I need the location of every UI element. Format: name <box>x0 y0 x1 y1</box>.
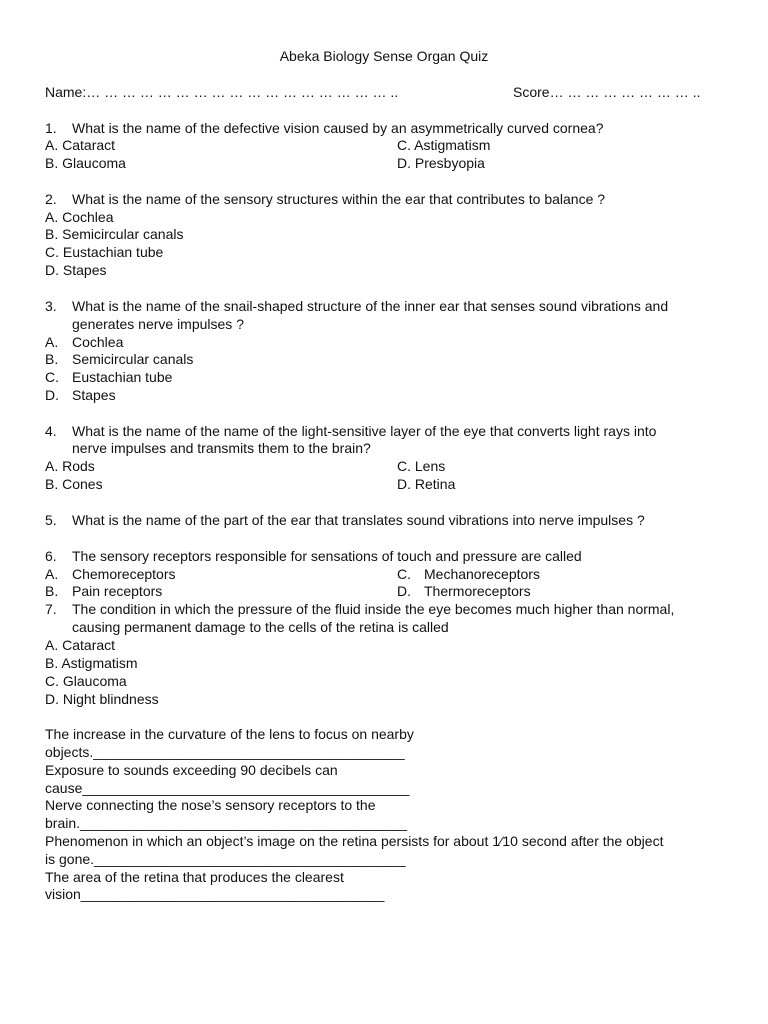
fill-in-line: The area of the retina that produces the clearest <box>45 869 344 885</box>
question-text: What is the name of the name of the light-sensitive layer of the eye that converts light rays into <box>72 423 657 439</box>
fill-in-line: is gone.________________________________________ <box>45 851 406 867</box>
question-text: What is the name of the sensory structures within the ear that contributes to balance ? <box>72 191 606 207</box>
option-letter: D. <box>397 583 411 599</box>
option-letter: B. <box>45 351 59 367</box>
fill-in-line: vision_______________________________________ <box>45 886 385 902</box>
question-text: What is the name of the part of the ear that translates sound vibrations into nerve impulses ? <box>72 512 645 528</box>
question-text: generates nerve impulses ? <box>72 316 244 332</box>
question-text: What is the name of the defective vision caused by an asymmetrically curved cornea? <box>72 120 604 136</box>
answer-option: Chemoreceptors <box>72 566 176 582</box>
answer-option: D. Stapes <box>45 262 107 278</box>
fill-in-line: objects.________________________________________ <box>45 744 405 760</box>
option-letter: A. <box>45 566 59 582</box>
option-letter: B. <box>45 583 59 599</box>
fill-in-line: Phenomenon in which an object’s image on the retina persists for about 1⁄10 second after the object <box>45 833 664 849</box>
answer-option: Pain receptors <box>72 583 163 599</box>
option-letter: C. <box>45 369 59 385</box>
question-number: 4. <box>45 423 57 439</box>
question-text: nerve impulses and transmits them to the brain? <box>72 440 371 456</box>
question-text: The sensory receptors responsible for sensations of touch and pressure are called <box>72 548 582 564</box>
question-text: causing permanent damage to the cells of the retina is called <box>72 619 449 635</box>
question-number: 1. <box>45 120 57 136</box>
fill-in-line: The increase in the curvature of the lens to focus on nearby <box>45 726 414 742</box>
answer-option: A. Cataract <box>45 637 116 653</box>
fill-in-line: Nerve connecting the nose’s sensory receptors to the <box>45 797 376 813</box>
answer-option: Cochlea <box>72 334 124 350</box>
name-field-line: Name:… … … … … … … … … … … … … … … … … .. <box>45 84 399 100</box>
question-text: What is the name of the snail-shaped structure of the inner ear that senses sound vibrations and <box>72 298 669 314</box>
option-letter: C. <box>397 566 411 582</box>
answer-option: Stapes <box>72 387 116 403</box>
answer-option: A. Cochlea <box>45 209 114 225</box>
answer-option: C. Lens <box>397 458 446 474</box>
answer-option: C. Eustachian tube <box>45 244 164 260</box>
question-number: 7. <box>45 601 57 617</box>
answer-option: Mechanoreceptors <box>424 566 540 582</box>
fill-in-line: brain.__________________________________________ <box>45 815 408 831</box>
answer-option: A. Rods <box>45 458 95 474</box>
question-number: 3. <box>45 298 57 314</box>
answer-option: C. Glaucoma <box>45 673 127 689</box>
answer-option: B. Semicircular canals <box>45 226 184 242</box>
question-number: 6. <box>45 548 57 564</box>
answer-option: D. Retina <box>397 476 456 492</box>
fill-in-line: cause__________________________________________ <box>45 780 410 796</box>
answer-option: Thermoreceptors <box>424 583 531 599</box>
question-number: 5. <box>45 512 57 528</box>
answer-option: C. Astigmatism <box>397 137 491 153</box>
answer-option: B. Glaucoma <box>45 155 126 171</box>
answer-option: D. Night blindness <box>45 691 159 707</box>
option-letter: A. <box>45 334 59 350</box>
answer-option: Eustachian tube <box>72 369 173 385</box>
answer-option: B. Cones <box>45 476 103 492</box>
answer-option: D. Presbyopia <box>397 155 485 171</box>
option-letter: D. <box>45 387 59 403</box>
answer-option: Semicircular canals <box>72 351 194 367</box>
quiz-title: Abeka Biology Sense Organ Quiz <box>279 48 489 64</box>
question-text: The condition in which the pressure of the fluid inside the eye becomes much higher than normal, <box>72 601 675 617</box>
score-field-line: Score… … … … … … … … .. <box>513 84 701 100</box>
question-number: 2. <box>45 191 57 207</box>
answer-option: A. Cataract <box>45 137 116 153</box>
answer-option: B. Astigmatism <box>45 655 138 671</box>
fill-in-line: Exposure to sounds exceeding 90 decibels can <box>45 762 338 778</box>
